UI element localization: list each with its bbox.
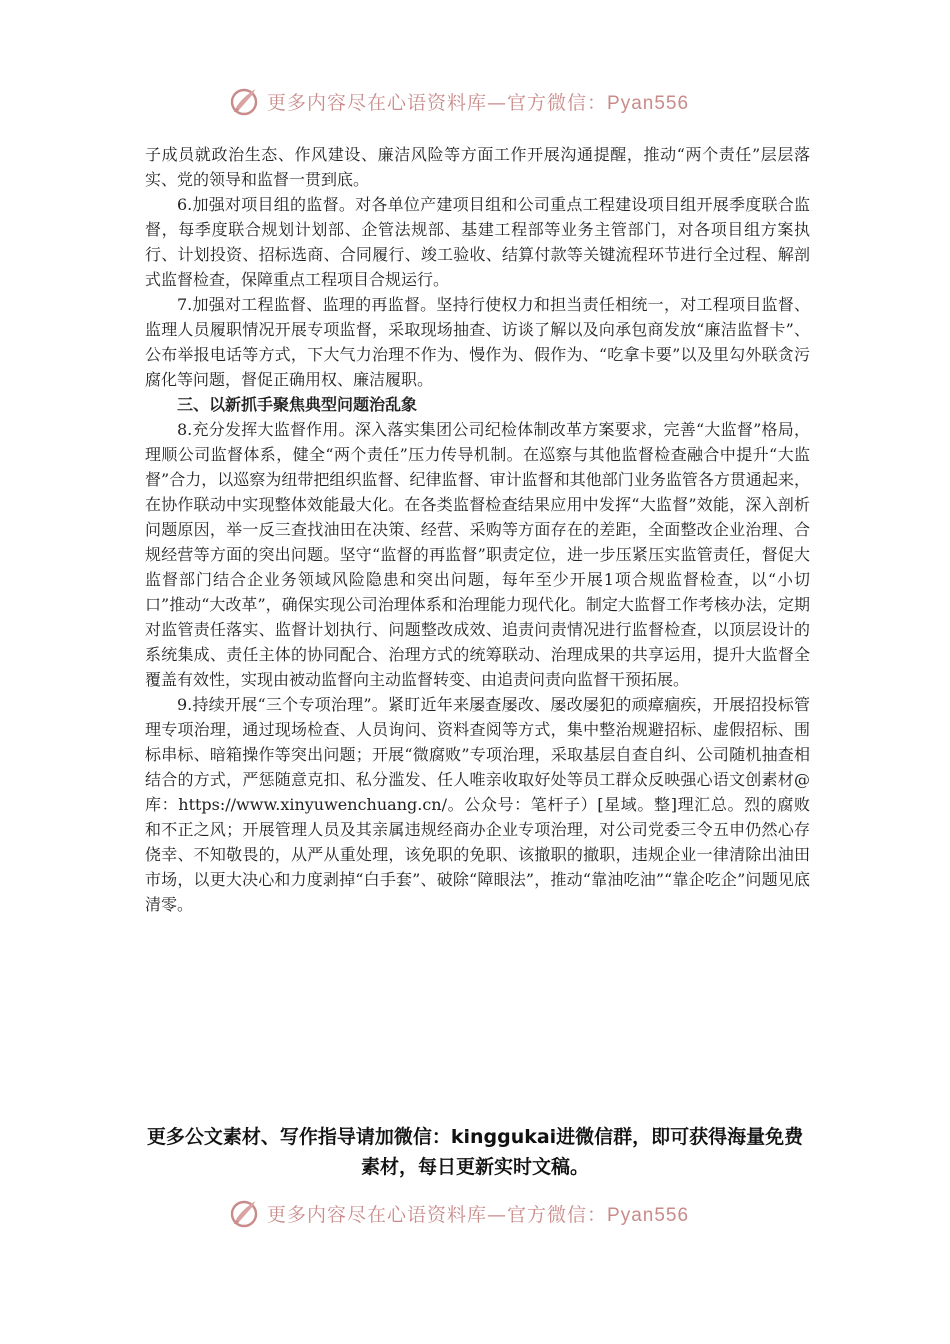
banner-text: 更多内容尽在心语资料库—官方微信：Pyan556	[267, 91, 690, 114]
header-banner	[229, 84, 689, 118]
paragraph-item-6: 6.加强对项目组的监督。对各单位产建项目组和公司重点工程建设项目组开展季度联合监督，每季度联合规划计划部、企管法规部、基建工程部等业务主管部门，对各项目组方案执行、计划投资、招标选商、合同履行、竣工验收、结算付款等关键流程环节进行全过程、解剖式监督检查，保障重点工程项目合规运行。	[145, 195, 810, 289]
paragraph-item-8: 8.充分发挥大监督作用。深入落实集团公司纪检体制改革方案要求，完善“大监督”格局，理顺公司监督体系，健全“两个责任”压力传导机制。在巡察与其他监督检查融合中提升“大监督”合力，以巡察为纽带把组织监督、纪律监督、审计监督和其他部门业务监管各方贯通起来，在协作联动中实现整体效能最大化。在各类监督检查结果应用中发挥“大监督”效能，深入剖析问题原因，举一反三查找油田在决策、经营、采购等方面存在的差距，全面整改企业治理、合规经营等方面的突出问题。坚守“监督的再监督”职责定位，进一步压紧压实监管责任，督促大监督部门结合企业务领域风险隐患和突出问题，每年至少开展1项合规监督检查，以“小切口”推动“大改革”，确保实现公司治理体系和治理能力现代化。制定大监督工作考核办法，定期对监管责任落实、监督计划执行、问题整改成效、追责问责情况进行监督检查，以顶层设计的系统集成、责任主体的协同配合、治理方式的统筹联动、治理成果的共享运用，提升大监督全覆盖有效性，实现由被动监督向主动监督转变、由追责问责向监督干预拓展。	[145, 420, 810, 689]
banner-text: 更多内容尽在心语资料库—官方微信：Pyan556	[267, 1203, 690, 1226]
document-body	[145, 142, 810, 917]
brush-logo-icon	[229, 1197, 261, 1229]
promo-note: 更多公文素材、写作指导请加微信：kinggukai进微信群，即可获得海量免费素材，每日更新实时文稿。	[146, 1126, 804, 1178]
section-heading-3: 三、以新抓手聚焦典型问题治乱象	[177, 395, 418, 414]
brush-logo-icon	[229, 85, 261, 117]
paragraph-item-9: 9.持续开展“三个专项治理”。紧盯近年来屡查屡改、屡改屡犯的顽瘴痼疾，开展招投标管理专项治理，通过现场检查、人员询问、资料查阅等方式，集中整治规避招标、虚假招标、围标串标、暗箱操作等突出问题；开展“微腐败”专项治理，采取基层自查自纠、公司随机抽查相结合的方式，严惩随意克扣、私分滥发、任人唯亲收取好处等员工群众反映强心语文创素材@库：https://www.xinyuwenchuang.cn/。公众号：笔杆子）[星域。整]理汇总。烈的腐败和不正之风；开展管理人员及其亲属违规经商办企业专项治理，对公司党委三令五申仍然心存侥幸、不知敬畏的，从严从重处理，该免职的免职、该撤职的撤职，违规企业一律清除出油田市场，以更大决心和力度剥掉“白手套”、破除“障眼法”，推动“靠油吃油”“靠企吃企”问题见底清零。	[145, 695, 810, 914]
paragraph-continuation: 子成员就政治生态、作风建设、廉洁风险等方面工作开展沟通提醒，推动“两个责任”层层落实、党的领导和监督一贯到底。	[145, 145, 810, 189]
footer-banner	[229, 1196, 689, 1230]
paragraph-item-7: 7.加强对工程监督、监理的再监督。坚持行使权力和担当责任相统一，对工程项目监督、监理人员履职情况开展专项监督，采取现场抽查、访谈了解以及向承包商发放“廉洁监督卡”、公布举报电话等方式，下大气力治理不作为、慢作为、假作为、“吃拿卡要”以及里勾外联贪污腐化等问题，督促正确用权、廉洁履职。	[145, 295, 810, 389]
